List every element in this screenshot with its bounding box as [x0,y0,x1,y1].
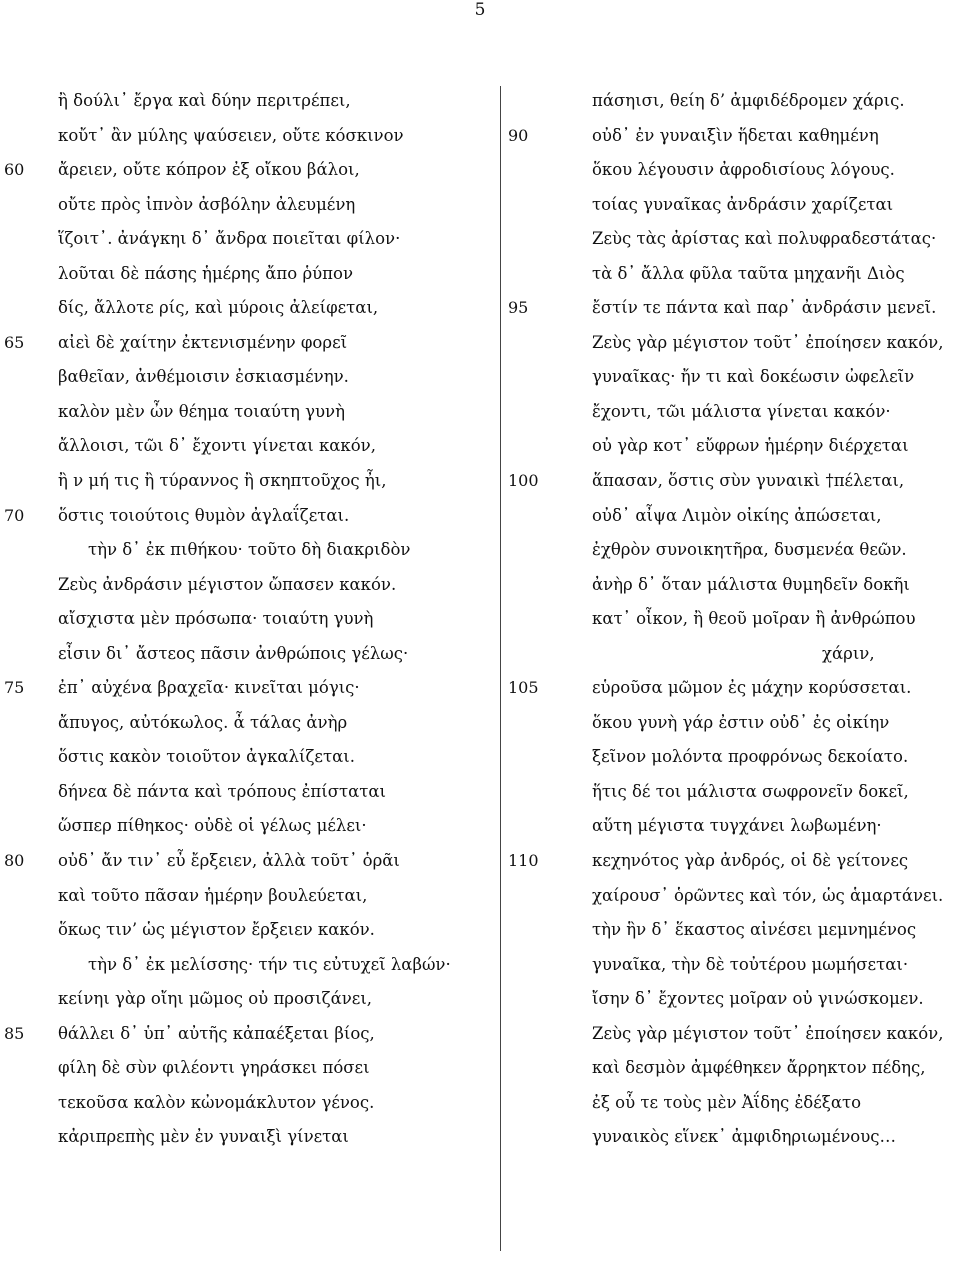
verse-line [0,1086,490,1121]
verse-text: κἀριπρεπὴς μὲν ἐν γυναιξὶ γίνεται [58,1127,349,1147]
verse-text: ἢ ν μή τις ἢ τύραννος ἢ σκηπτοῦχος ἦι, [58,471,387,491]
verse-line [506,1051,960,1086]
verse-line [0,1017,490,1052]
verse-text: ἔστίν τε πάντα καὶ παρ᾽ ἀνδράσιν μενεῖ. [592,298,937,318]
verse-line [506,706,960,741]
verse-line [0,257,490,292]
verse-text: Ζεὺς τὰς ἀρίστας καὶ πολυφραδεστάτας· [592,229,937,249]
verse-line [506,326,960,361]
verse-text: δήνεα δὲ πάντα καὶ τρόπους ἐπίσταται [58,781,387,801]
verse-line [506,1086,960,1121]
verse-text: αὕτη μέγιστα τυγχάνει λωβωμένη· [592,816,882,836]
verse-text: χαίρουσ᾽ ὁρῶντες καὶ τόν, ὡς ἁμαρτάνει. [592,885,944,905]
verse-text: ξεῖνον μολόντα προφρόνως δεκοίατο. [592,747,909,767]
verse-text: ἐχθρὸν συνοικητῆρα, δυσμενέα θεῶν. [592,540,907,560]
verse-line [0,775,490,810]
verse-line [0,291,490,326]
verse-line [0,499,490,534]
verse-text: ὥσπερ πίθηκος· οὐδὲ οἱ γέλως μέλει· [58,816,367,836]
verse-text: οὐδ᾽ ἐν γυναιξὶν ἥδεται καθημένη [592,125,879,145]
line-number: 105 [508,678,539,698]
verse-line [506,153,960,188]
verse-text: αἰεὶ δὲ χαίτην ἐκτενισμένην φορεῖ [58,332,348,352]
verse-text: εἶσιν δι᾽ ἄστεος πᾶσιν ἀνθρώποις γέλως· [58,643,409,663]
verse-line [0,1120,490,1155]
verse-line [506,395,960,430]
verse-text: κατ᾽ οἶκον, ἢ θεοῦ μοῖραν ἢ ἀνθρώπου [592,609,916,629]
verse-line [0,395,490,430]
verse-line [506,809,960,844]
verse-line [0,222,490,257]
verse-text: τὴν δ᾽ ἐκ πιθήκου· τοῦτο δὴ διακριδὸν [88,540,411,560]
verse-text: χάριν, [822,643,875,663]
verse-text: φίλη δὲ σὺν φιλέοντι γηράσκει πόσει [58,1058,370,1078]
verse-line [506,257,960,292]
verse-line [506,499,960,534]
verse-text: τὴν δ᾽ ἐκ μελίσσης· τήν τις εὐτυχεῖ λαβών· [88,954,451,974]
line-number: 100 [508,471,539,491]
verse-line [506,1017,960,1052]
verse-text: οὐδ᾽ ἄν τιν᾽ εὖ ἔρξειεν, ἀλλὰ τοῦτ᾽ ὁρᾶι [58,851,400,871]
verse-line [506,740,960,775]
line-number: 60 [4,160,25,180]
right-column [506,84,960,1155]
verse-text: θάλλει δ᾽ ὑπ᾽ αὐτῆς κἀπαέξεται βίος, [58,1023,375,1043]
verse-line [506,913,960,948]
verse-line [0,153,490,188]
verse-line [506,671,960,706]
verse-line [0,429,490,464]
verse-line [506,188,960,223]
verse-text: ὅκως τιν’ ὡς μέγιστον ἔρξειεν κακόν. [58,920,375,940]
verse-text: λοῦται δὲ πάσης ἡμέρης ἄπο ῥύπον [58,263,353,283]
verse-text: ἐπ᾽ αὐχένα βραχεῖα· κινεῖται μόγις· [58,678,360,698]
page-number: 5 [474,0,486,20]
verse-line [506,879,960,914]
line-number: 75 [4,678,25,698]
verse-text: γυναῖκα, τὴν δὲ τοὐτέρου μωμήσεται· [592,954,909,974]
verse-text: ὅκου γυνὴ γάρ ἐστιν οὐδ᾽ ἐς οἰκίην [592,712,890,732]
verse-text: οὔτε πρὸς ἰπνὸν ἀσβόλην ἀλευμένη [58,194,356,214]
line-number: 65 [4,332,25,352]
verse-line [0,360,490,395]
verse-line [0,602,490,637]
line-number: 85 [4,1023,25,1043]
verse-line [506,602,960,637]
verse-line [0,982,490,1017]
verse-line [506,464,960,499]
verse-line [0,568,490,603]
verse-text: οὐδ᾽ αἶψα Λιμὸν οἰκίης ἀπώσεται, [592,505,882,525]
line-number: 110 [508,851,539,871]
line-number: 95 [508,298,529,318]
verse-line [0,706,490,741]
verse-line [506,533,960,568]
verse-line [0,326,490,361]
verse-text: ἥτις δέ τοι μάλιστα σωφρονεῖν δοκεῖ, [592,781,909,801]
verse-line [0,84,490,119]
verse-line [506,429,960,464]
verse-text: αἴσχιστα μὲν πρόσωπα· τοιαύτη γυνὴ [58,609,374,629]
verse-text: ὅστις τοιούτοις θυμὸν ἀγλαΐζεται. [58,505,350,525]
verse-line [0,809,490,844]
verse-text: ὅστις κακὸν τοιοῦτον ἀγκαλίζεται. [58,747,355,767]
verse-text: Ζεὺς ἀνδράσιν μέγιστον ὤπασεν κακόν. [58,574,397,594]
verse-line [0,740,490,775]
verse-line [0,533,490,568]
verse-text: καὶ δεσμὸν ἀμφέθηκεν ἄρρηκτον πέδης, [592,1058,926,1078]
verse-line [0,119,490,154]
verse-text: πάσηισι, θείη δ’ ἀμφιδέδρομεν χάρις. [592,91,905,110]
left-column [0,84,490,1155]
verse-text: ἵζοιτ᾽. ἀνάγκηι δ᾽ ἄνδρα ποιεῖται φίλον· [58,229,401,249]
verse-text: τεκοῦσα καλὸν κὠνομάκλυτον γένος. [58,1092,375,1112]
verse-text: ἀνὴρ δ᾽ ὅταν μάλιστα θυμηδεῖν δοκῆι [592,574,910,594]
verse-line [506,637,960,672]
verse-line [506,222,960,257]
verse-text: γυναῖκας· ἤν τι καὶ δοκέωσιν ὠφελεῖν [592,367,915,387]
verse-text: ἄλλοισι, τῶι δ᾽ ἔχοντι γίνεται κακόν, [58,436,376,456]
verse-line [0,464,490,499]
verse-text: ἴσην δ᾽ ἔχοντες μοῖραν οὐ γινώσκομεν. [592,989,924,1009]
verse-text: ὅκου λέγουσιν ἀφροδισίους λόγους. [592,160,895,180]
verse-line [0,844,490,879]
verse-line [506,1120,960,1155]
verse-line [0,637,490,672]
line-number: 70 [4,505,25,525]
verse-text: Ζεὺς γὰρ μέγιστον τοῦτ᾽ ἐποίησεν κακόν, [592,1023,944,1043]
verse-text: τοίας γυναῖκας ἀνδράσιν χαρίζεται [592,194,894,214]
line-number: 90 [508,125,529,145]
line-number: 80 [4,851,25,871]
verse-text: γυναικὸς εἵνεκ᾽ ἀμφιδηριωμένους… [592,1127,897,1147]
verse-text: ἢ δούλι᾽ ἔργα καὶ δύην περιτρέπει, [58,91,351,110]
verse-text: ἄπυγος, αὐτόκωλος. ἆ τάλας ἀνὴρ [58,712,348,732]
verse-line [0,879,490,914]
verse-line [506,291,960,326]
verse-text: Ζεὺς γὰρ μέγιστον τοῦτ᾽ ἐποίησεν κακόν, [592,332,944,352]
verse-text: ἔχοντι, τῶι μάλιστα γίνεται κακόν· [592,401,891,421]
verse-line [506,360,960,395]
verse-line [506,84,960,119]
verse-line [0,671,490,706]
verse-line [506,568,960,603]
verse-text: τὰ δ᾽ ἄλλα φῦλα ταῦτα μηχανῆι Διὸς [592,263,905,283]
verse-line [0,948,490,983]
verse-text: ἄρειεν, οὔτε κόπρον ἐξ οἴκου βάλοι, [58,160,360,180]
verse-text: εὑροῦσα μῶμον ἐς μάχην κορύσσεται. [592,678,912,698]
verse-line [506,119,960,154]
verse-text: καλὸν μὲν ὦν θέημα τοιαύτη γυνὴ [58,401,345,421]
verse-text: κοὔτ᾽ ἂν μύλης ψαύσειεν, οὔτε κόσκινον [58,125,404,145]
verse-text: οὐ γὰρ κοτ᾽ εὔφρων ἡμέρην διέρχεται [592,436,909,456]
verse-line [506,948,960,983]
verse-text: τὴν ἣν δ᾽ ἕκαστος αἰνέσει μεμνημένος [592,920,917,940]
verse-text: κείνηι γὰρ οἴηι μῶμος οὐ προσιζάνει, [58,989,373,1009]
column-divider [500,86,501,1251]
verse-text: κεχηνότος γὰρ ἀνδρός, οἱ δὲ γείτονες [592,851,909,871]
verse-line [0,913,490,948]
verse-text: βαθεῖαν, ἀνθέμοισιν ἐσκιασμένην. [58,367,349,387]
verse-line [506,775,960,810]
verse-line [506,844,960,879]
verse-line [0,1051,490,1086]
verse-text: καὶ τοῦτο πᾶσαν ἡμέρην βουλεύεται, [58,885,368,905]
verse-text: ἐξ οὗ τε τοὺς μὲν Ἀΐδης ἐδέξατο [592,1092,862,1112]
verse-line [506,982,960,1017]
verse-line [0,188,490,223]
verse-text: ἅπασαν, ὅστις σὺν γυναικὶ †πέλεται, [592,471,905,491]
verse-text: δίς, ἄλλοτε ρίς, καὶ μύροις ἀλείφεται, [58,298,379,318]
